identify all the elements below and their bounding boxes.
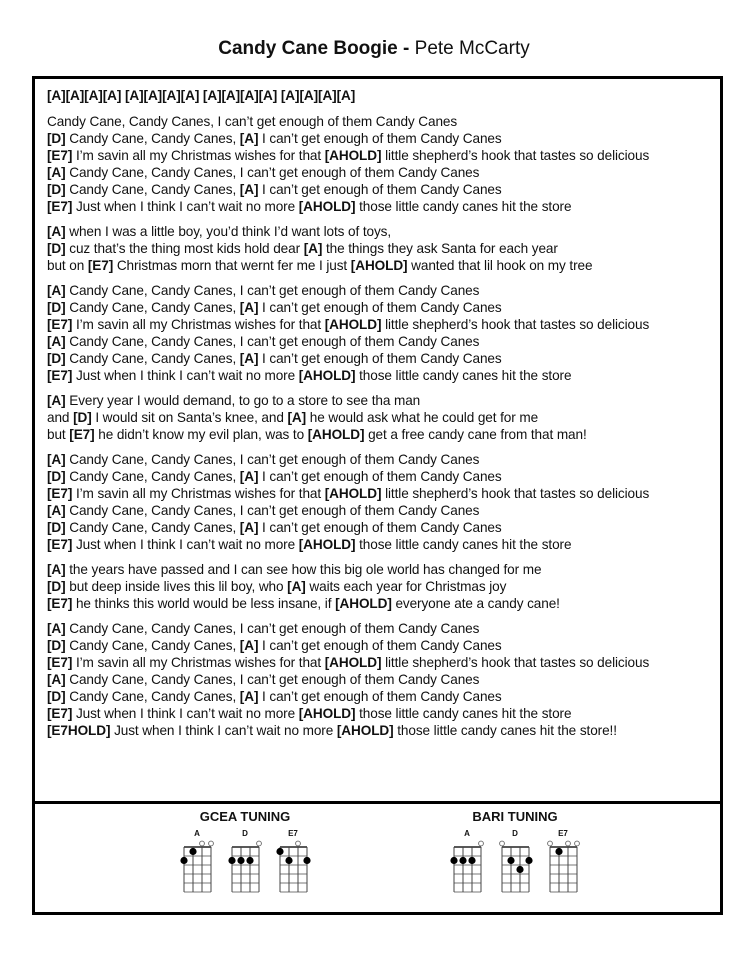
lyric-text: Candy Cane, Candy Canes, I can’t get enough of them Candy Canes	[65, 165, 480, 180]
lyric-text: Candy Cane, Candy Canes,	[65, 638, 240, 653]
lyric-line	[47, 671, 717, 688]
stanza	[47, 451, 717, 553]
lyrics-sheet-frame	[32, 76, 723, 915]
finger-dot	[459, 857, 466, 864]
lyric-text: he would ask what he could get for me	[306, 410, 539, 425]
finger-dot	[507, 857, 514, 864]
lyric-text: those little candy canes hit the store	[355, 537, 572, 552]
chord-marker: [AHOLD]	[324, 486, 382, 501]
lyric-line	[47, 426, 717, 443]
lyric-text: and	[47, 410, 74, 425]
finger-dot	[237, 857, 244, 864]
lyric-line	[47, 620, 717, 637]
finger-dot	[468, 857, 475, 864]
finger-dot	[228, 857, 235, 864]
stanza	[47, 620, 717, 739]
lyric-text: Just when I think I can’t wait no more	[110, 723, 337, 738]
lyric-line	[47, 705, 717, 722]
chord-marker: [D]	[47, 351, 66, 366]
open-string-marker	[257, 841, 262, 846]
lyric-text: Candy Cane, Candy Canes,	[65, 300, 240, 315]
chord-marker: [AHOLD]	[336, 723, 394, 738]
chord-diagram-row	[415, 829, 615, 895]
stanza	[47, 561, 717, 612]
open-string-marker	[479, 841, 484, 846]
chord-marker: [AHOLD]	[324, 317, 382, 332]
lyric-text: I can’t get enough of them Candy Canes	[258, 689, 502, 704]
lyric-line	[47, 367, 717, 384]
song-title: Candy Cane Boogie	[218, 38, 398, 59]
lyric-line	[47, 536, 717, 553]
chord-marker: [D]	[47, 182, 66, 197]
fretboard	[225, 839, 265, 895]
lyric-line	[47, 350, 717, 367]
chord-diagram	[273, 829, 313, 895]
lyric-text: Candy Cane, Candy Canes,	[65, 689, 240, 704]
chord-marker: [A]	[47, 562, 66, 577]
song-title-header	[0, 37, 748, 61]
chord-marker: [E7]	[47, 537, 73, 552]
chord-marker: [A]	[47, 393, 66, 408]
lyric-text: Candy Cane, Candy Canes,	[65, 469, 240, 484]
lyric-text: the things they ask Santa for each year	[322, 241, 558, 256]
chord-marker: [E7]	[47, 655, 73, 670]
chord-marker: [D]	[73, 410, 92, 425]
lyric-text: those little candy canes hit the store	[355, 706, 572, 721]
lyric-line	[47, 198, 717, 215]
lyric-text: little shepherd’s hook that tastes so delicious	[381, 486, 650, 501]
lyric-text: those little candy canes hit the store!!	[393, 723, 617, 738]
open-string-marker	[566, 841, 571, 846]
lyric-text: Just when I think I can’t wait no more	[72, 368, 299, 383]
lyric-line	[47, 147, 717, 164]
chord-marker: [A]	[239, 638, 259, 653]
lyric-text: Just when I think I can’t wait no more	[72, 537, 299, 552]
chord-marker: [E7]	[47, 486, 73, 501]
chord-diagram	[177, 829, 217, 895]
gcea-tuning-section	[145, 809, 345, 895]
chord-marker: [AHOLD]	[298, 706, 356, 721]
lyric-text: I can’t get enough of them Candy Canes	[258, 300, 502, 315]
chord-marker: [D]	[47, 300, 66, 315]
chord-marker: [A]	[47, 672, 66, 687]
lyric-text: the years have passed and I can see how this big ole world has changed for me	[65, 562, 542, 577]
finger-dot	[516, 866, 523, 873]
lyric-line	[47, 409, 717, 426]
chord-marker: [A]	[239, 182, 259, 197]
chord-diagram	[447, 829, 487, 895]
lyric-line	[47, 502, 717, 519]
chord-marker: [D]	[47, 241, 66, 256]
lyric-line	[47, 282, 717, 299]
lyric-text: those little candy canes hit the store	[355, 368, 572, 383]
title-separator: -	[397, 38, 415, 59]
lyric-text: Just when I think I can’t wait no more	[72, 199, 299, 214]
finger-dot	[450, 857, 457, 864]
stanza	[47, 392, 717, 443]
lyric-line	[47, 595, 717, 612]
lyric-text: I’m savin all my Christmas wishes for that	[72, 655, 325, 670]
lyric-text: Every year I would demand, to go to a store to see tha man	[65, 393, 421, 408]
chord-marker: [A]	[239, 351, 259, 366]
chord-marker: [D]	[47, 689, 66, 704]
chord-marker: [E7]	[87, 258, 114, 273]
chord-marker: [AHOLD]	[298, 537, 356, 552]
tuning-label: GCEA TUNING	[199, 809, 291, 824]
chord-marker: [AHOLD]	[350, 258, 408, 273]
chord-name: D	[242, 829, 248, 838]
open-string-marker	[200, 841, 205, 846]
chord-marker: [A][A][A][A] [A][A][A][A] [A][A][A][A] [A][A][A][A]	[47, 88, 356, 103]
artist-name: Pete McCarty	[414, 38, 530, 59]
chord-diagram-row	[145, 829, 345, 895]
lyric-text: Candy Cane, Candy Canes, I can’t get enough of them Candy Canes	[65, 621, 480, 636]
lyric-text: I’m savin all my Christmas wishes for that	[72, 317, 325, 332]
finger-dot	[303, 857, 310, 864]
lyric-text: Candy Cane, Candy Canes,	[65, 520, 240, 535]
chord-marker: [A]	[303, 241, 323, 256]
chord-marker: [D]	[47, 131, 66, 146]
chord-diagram	[543, 829, 583, 895]
finger-dot	[276, 848, 283, 855]
lyric-text: Candy Cane, Candy Canes, I can’t get enough of them Candy Canes	[65, 672, 480, 687]
finger-dot	[246, 857, 253, 864]
lyric-text: but on	[47, 258, 88, 273]
chord-marker: [A]	[287, 410, 307, 425]
finger-dot	[555, 848, 562, 855]
lyric-line	[47, 485, 717, 502]
lyric-line	[47, 257, 717, 274]
stanza	[47, 113, 717, 215]
lyric-text: Christmas morn that wernt fer me I just	[113, 258, 351, 273]
chord-marker: [A]	[239, 469, 259, 484]
chord-name: D	[512, 829, 518, 838]
lyric-text: I can’t get enough of them Candy Canes	[258, 182, 502, 197]
chord-marker: [E7]	[47, 596, 73, 611]
lyric-text: Candy Cane, Candy Canes, I can’t get enough of them Candy Canes	[65, 283, 480, 298]
lyric-text: cuz that’s the thing most kids hold dear	[65, 241, 304, 256]
chord-marker: [A]	[47, 165, 66, 180]
fretboard	[495, 839, 535, 895]
fretboard	[543, 839, 583, 895]
lyric-line	[47, 392, 717, 409]
lyric-text: get a free candy cane from that man!	[364, 427, 587, 442]
lyric-line	[47, 240, 717, 257]
lyric-text: those little candy canes hit the store	[355, 199, 572, 214]
lyric-text: I can’t get enough of them Candy Canes	[258, 131, 502, 146]
lyric-text: Candy Cane, Candy Canes, I can’t get enough of them Candy Canes	[47, 114, 458, 129]
bari-tuning-section	[415, 809, 615, 895]
lyric-line	[47, 519, 717, 536]
chord-name: A	[194, 829, 200, 838]
lyric-text: when I was a little boy, you’d think I’d want lots of toys,	[65, 224, 392, 239]
lyric-line	[47, 561, 717, 578]
chord-name: E7	[288, 829, 298, 838]
intro-chord-line	[47, 87, 717, 104]
lyric-text: but deep inside lives this lil boy, who	[65, 579, 288, 594]
lyric-line	[47, 299, 717, 316]
finger-dot	[525, 857, 532, 864]
open-string-marker	[209, 841, 214, 846]
chord-marker: [D]	[47, 469, 66, 484]
chord-marker: [E7HOLD]	[47, 723, 111, 738]
lyric-text: I’m savin all my Christmas wishes for that	[72, 148, 325, 163]
lyric-line	[47, 578, 717, 595]
chord-marker: [A]	[239, 131, 259, 146]
open-string-marker	[296, 841, 301, 846]
open-string-marker	[575, 841, 580, 846]
chord-marker: [A]	[47, 334, 66, 349]
lyric-line	[47, 316, 717, 333]
chord-marker: [A]	[47, 621, 66, 636]
lyric-text: Candy Cane, Candy Canes,	[65, 182, 240, 197]
chord-marker: [AHOLD]	[335, 596, 392, 611]
chord-marker: [D]	[47, 579, 66, 594]
stanza	[47, 223, 717, 274]
chord-marker: [AHOLD]	[298, 199, 356, 214]
fretboard	[273, 839, 313, 895]
chord-marker: [D]	[47, 520, 66, 535]
tuning-label: BARI TUNING	[472, 809, 558, 824]
lyric-text: Just when I think I can’t wait no more	[72, 706, 299, 721]
lyric-text: he didn’t know my evil plan, was to	[94, 427, 308, 442]
chord-marker: [D]	[47, 638, 66, 653]
chord-marker: [AHOLD]	[324, 148, 382, 163]
lyric-text: I would sit on Santa’s knee, and	[91, 410, 288, 425]
finger-dot	[285, 857, 292, 864]
lyric-text: I can’t get enough of them Candy Canes	[258, 638, 502, 653]
chord-marker: [A]	[47, 452, 66, 467]
lyric-line	[47, 223, 717, 240]
chord-marker: [AHOLD]	[298, 368, 356, 383]
lyric-text: I’m savin all my Christmas wishes for that	[72, 486, 325, 501]
lyrics-body	[47, 87, 717, 747]
chord-marker: [A]	[239, 300, 259, 315]
lyric-line	[47, 688, 717, 705]
lyric-line	[47, 722, 717, 739]
chord-marker: [E7]	[47, 317, 73, 332]
fretboard	[177, 839, 217, 895]
lyric-text: little shepherd’s hook that tastes so delicious	[381, 655, 650, 670]
chord-name: A	[464, 829, 470, 838]
lyric-line	[47, 130, 717, 147]
finger-dot	[180, 857, 187, 864]
lyric-text: I can’t get enough of them Candy Canes	[258, 520, 502, 535]
fretboard	[447, 839, 487, 895]
lyric-text: Candy Cane, Candy Canes,	[65, 131, 240, 146]
chord-marker: [A]	[239, 520, 259, 535]
lyric-text: waits each year for Christmas joy	[305, 579, 507, 594]
lyric-text: little shepherd’s hook that tastes so delicious	[381, 317, 650, 332]
open-string-marker	[500, 841, 505, 846]
lyric-text: Candy Cane, Candy Canes, I can’t get enough of them Candy Canes	[65, 503, 480, 518]
lyric-line	[47, 468, 717, 485]
chord-marker: [A]	[239, 689, 259, 704]
lyric-line	[47, 164, 717, 181]
lyric-line	[47, 333, 717, 350]
finger-dot	[189, 848, 196, 855]
lyric-text: he thinks this world would be less insane, if	[72, 596, 336, 611]
chord-marker: [AHOLD]	[324, 655, 382, 670]
chord-marker: [A]	[47, 224, 66, 239]
lyric-line	[47, 181, 717, 198]
lyric-text: wanted that lil hook on my tree	[407, 258, 593, 273]
chord-marker: [A]	[47, 503, 66, 518]
lyric-line	[47, 451, 717, 468]
lyric-line	[47, 637, 717, 654]
lyric-text: Candy Cane, Candy Canes, I can’t get enough of them Candy Canes	[65, 334, 480, 349]
lyric-text: I can’t get enough of them Candy Canes	[258, 469, 502, 484]
chord-marker: [E7]	[69, 427, 95, 442]
lyric-line	[47, 654, 717, 671]
section-divider	[35, 801, 720, 804]
chord-marker: [E7]	[47, 706, 73, 721]
chord-marker: [A]	[47, 283, 66, 298]
lyric-text: but	[47, 427, 70, 442]
chord-name: E7	[558, 829, 568, 838]
lyric-text: little shepherd’s hook that tastes so delicious	[381, 148, 650, 163]
lyric-text: everyone ate a candy cane!	[391, 596, 560, 611]
chord-marker: [A]	[287, 579, 306, 594]
chord-marker: [E7]	[47, 199, 73, 214]
chord-diagram	[495, 829, 535, 895]
chord-marker: [AHOLD]	[307, 427, 365, 442]
chord-marker: [E7]	[47, 368, 73, 383]
chord-diagram	[225, 829, 265, 895]
lyric-text: I can’t get enough of them Candy Canes	[258, 351, 502, 366]
stanza	[47, 282, 717, 384]
chord-marker: [E7]	[47, 148, 73, 163]
lyric-text: Candy Cane, Candy Canes, I can’t get enough of them Candy Canes	[65, 452, 480, 467]
lyric-text: Candy Cane, Candy Canes,	[65, 351, 240, 366]
open-string-marker	[548, 841, 553, 846]
lyric-line	[47, 87, 717, 104]
lyric-line	[47, 113, 717, 130]
